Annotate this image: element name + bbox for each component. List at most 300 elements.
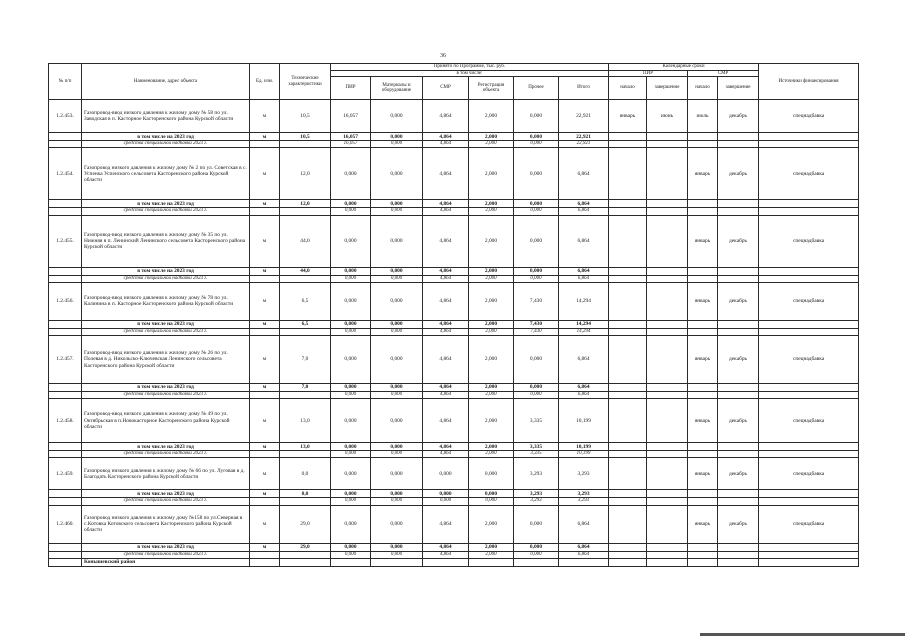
subtotal-row: [49, 384, 859, 392]
source-other: 3,335: [514, 451, 559, 458]
header-smr-end: завершение: [718, 77, 759, 100]
subtotal-empty: [49, 543, 82, 551]
subtotal-empty: [49, 490, 82, 498]
header-incl: в том числе:: [331, 70, 609, 77]
source-empty: [280, 392, 331, 399]
source-empty: [718, 451, 759, 458]
subtotal-registration: 2,000: [469, 320, 514, 328]
subtotal-smr: 4,864: [423, 200, 469, 208]
subtotal-empty: [688, 320, 718, 328]
object-number: 1.2.454.: [49, 148, 82, 200]
subtotal-smr: 4,864: [423, 384, 469, 392]
object-unit: м: [250, 399, 280, 443]
subtotal-materials: 0,000: [371, 200, 423, 208]
object-smr: 4,864: [423, 336, 469, 384]
header-pir-end: завершение: [647, 77, 688, 100]
object-source: спецнадбавка: [759, 148, 859, 200]
source-empty: [759, 141, 859, 148]
object-smr: 4,864: [423, 282, 469, 320]
subtotal-registration: 2,000: [469, 443, 514, 451]
subtotal-registration: 2,000: [469, 543, 514, 551]
object-pir: 0,000: [331, 505, 371, 543]
source-empty: [688, 141, 718, 148]
funding-source-row: [49, 141, 859, 148]
subtotal-empty: [688, 200, 718, 208]
object-total: 6,864: [559, 215, 609, 267]
source-empty: [647, 328, 688, 335]
object-source: спецнадбавка: [759, 100, 859, 133]
source-empty: [647, 275, 688, 282]
header-cal-pir: ПИР: [609, 70, 688, 77]
subtotal-row: [49, 443, 859, 451]
source-empty: [609, 141, 647, 148]
object-total: 3,293: [559, 458, 609, 490]
source-registration: 2,000: [469, 328, 514, 335]
region-empty: [514, 558, 559, 566]
object-total: 14,294: [559, 282, 609, 320]
object-pir-end: [647, 505, 688, 543]
object-total: 10,199: [559, 399, 609, 443]
object-number: 1.2.457.: [49, 336, 82, 384]
subtotal-total: 6,864: [559, 384, 609, 392]
subtotal-materials: 0,000: [371, 133, 423, 141]
funding-source-row: [49, 275, 859, 282]
object-pir: 0,000: [331, 215, 371, 267]
source-registration: 2,000: [469, 451, 514, 458]
object-total: 6,864: [559, 148, 609, 200]
object-row: [49, 399, 859, 443]
subtotal-other: 0,000: [514, 384, 559, 392]
source-empty: [688, 451, 718, 458]
subtotal-label: в том числе на 2023 год: [82, 200, 250, 208]
subtotal-other: 3,335: [514, 443, 559, 451]
source-pir: 16,057: [331, 141, 371, 148]
subtotal-other: 3,293: [514, 490, 559, 498]
subtotal-other: 0,000: [514, 133, 559, 141]
object-other: 0,000: [514, 505, 559, 543]
object-tech: 13,0: [280, 399, 331, 443]
object-smr: 4,864: [423, 505, 469, 543]
subtotal-empty: [759, 200, 859, 208]
subtotal-tech: 13,0: [280, 443, 331, 451]
subtotal-smr: 4,864: [423, 443, 469, 451]
subtotal-unit: м: [250, 443, 280, 451]
source-empty: [49, 208, 82, 215]
subtotal-registration: 2,000: [469, 200, 514, 208]
subtotal-tech: 7,0: [280, 384, 331, 392]
region-empty: [647, 558, 688, 566]
source-label: средства специальной надбавки 2023 г.: [82, 141, 250, 148]
region-empty: [280, 558, 331, 566]
object-tech: 12,0: [280, 148, 331, 200]
subtotal-empty: [718, 543, 759, 551]
object-source: спецнадбавка: [759, 215, 859, 267]
subtotal-tech: 6,5: [280, 320, 331, 328]
source-registration: 2,000: [469, 208, 514, 215]
source-total: 10,199: [559, 451, 609, 458]
object-pir-end: [647, 215, 688, 267]
source-materials: 0,000: [371, 328, 423, 335]
region-empty: [423, 558, 469, 566]
object-smr: 4,864: [423, 215, 469, 267]
source-total: 22,921: [559, 141, 609, 148]
header-tech: Технические характеристики: [280, 64, 331, 100]
region-empty: [759, 558, 859, 566]
source-pir: 0,000: [331, 275, 371, 282]
region-empty: [718, 558, 759, 566]
subtotal-label: в том числе на 2023 год: [82, 543, 250, 551]
object-smr-start: январь: [688, 215, 718, 267]
subtotal-empty: [647, 267, 688, 275]
subtotal-other: 0,000: [514, 200, 559, 208]
source-materials: 0,000: [371, 498, 423, 505]
object-other: 3,293: [514, 458, 559, 490]
header-other: Прочее: [514, 77, 559, 100]
object-name: Газопровод-ввод низкого давления к жилому дому № 78 по ул. Калинина в п. Касторное Касторенского района Курской области: [82, 282, 250, 320]
object-unit: м: [250, 282, 280, 320]
source-empty: [688, 328, 718, 335]
object-name: Газопровод-ввод низкого давления к жилому дому № 35 по ул. Нижняя в п. Ленинский Ленинского сельсовета Касторенского района Курской области: [82, 215, 250, 267]
object-number: 1.2.455.: [49, 215, 82, 267]
source-empty: [647, 392, 688, 399]
object-other: 7,430: [514, 282, 559, 320]
subtotal-empty: [49, 384, 82, 392]
source-empty: [49, 328, 82, 335]
funding-source-row: [49, 328, 859, 335]
header-program: Принято по Программе, тыс. руб.: [331, 64, 609, 71]
object-source: спецнадбавка: [759, 282, 859, 320]
subtotal-materials: 0,000: [371, 320, 423, 328]
program-table: [48, 63, 859, 567]
source-empty: [688, 498, 718, 505]
object-smr: 4,864: [423, 100, 469, 133]
object-unit: м: [250, 148, 280, 200]
object-materials: 0,000: [371, 336, 423, 384]
subtotal-total: 22,921: [559, 133, 609, 141]
source-pir: 0,000: [331, 392, 371, 399]
source-label: средства специальной надбавки 2023 г.: [82, 498, 250, 505]
object-materials: 0,000: [371, 458, 423, 490]
funding-source-row: [49, 208, 859, 215]
object-row: [49, 336, 859, 384]
subtotal-smr: 4,864: [423, 133, 469, 141]
subtotal-empty: [688, 384, 718, 392]
source-empty: [49, 392, 82, 399]
object-smr: 4,864: [423, 148, 469, 200]
subtotal-materials: 0,000: [371, 490, 423, 498]
subtotal-materials: 0,000: [371, 543, 423, 551]
subtotal-empty: [609, 133, 647, 141]
source-registration: 2,000: [469, 551, 514, 558]
object-registration: 2,000: [469, 282, 514, 320]
region-empty: [331, 558, 371, 566]
source-empty: [250, 451, 280, 458]
object-pir-start: [609, 215, 647, 267]
source-materials: 0,000: [371, 208, 423, 215]
subtotal-empty: [759, 490, 859, 498]
subtotal-empty: [647, 490, 688, 498]
source-empty: [718, 498, 759, 505]
subtotal-empty: [609, 384, 647, 392]
object-unit: м: [250, 336, 280, 384]
source-empty: [688, 208, 718, 215]
funding-source-row: [49, 498, 859, 505]
subtotal-empty: [609, 490, 647, 498]
object-name: Газопровод-ввод низкого давления к жилому дому № 58 по ул. Заводская в п. Касторное Касторенского района Курской области: [82, 100, 250, 133]
object-tech: 10,5: [280, 100, 331, 133]
subtotal-pir: 16,057: [331, 133, 371, 141]
subtotal-empty: [759, 320, 859, 328]
object-other: 0,000: [514, 148, 559, 200]
source-smr: 4,864: [423, 392, 469, 399]
source-empty: [609, 275, 647, 282]
funding-source-row: [49, 392, 859, 399]
subtotal-empty: [759, 133, 859, 141]
object-pir-end: [647, 148, 688, 200]
source-materials: 0,000: [371, 392, 423, 399]
source-empty: [49, 498, 82, 505]
subtotal-empty: [718, 443, 759, 451]
source-empty: [759, 275, 859, 282]
object-number: 1.2.453.: [49, 100, 82, 133]
object-row: [49, 100, 859, 133]
object-tech: 29,0: [280, 505, 331, 543]
source-empty: [280, 551, 331, 558]
source-empty: [609, 392, 647, 399]
subtotal-label: в том числе на 2023 год: [82, 384, 250, 392]
subtotal-tech: 10,5: [280, 133, 331, 141]
object-total: 6,864: [559, 336, 609, 384]
source-other: 0,000: [514, 141, 559, 148]
subtotal-other: 7,430: [514, 320, 559, 328]
object-smr-end: декабрь: [718, 336, 759, 384]
object-pir-end: [647, 399, 688, 443]
object-pir-start: [609, 505, 647, 543]
subtotal-total: 3,293: [559, 490, 609, 498]
subtotal-row: [49, 543, 859, 551]
source-empty: [718, 392, 759, 399]
source-label: средства специальной надбавки 2023 г.: [82, 551, 250, 558]
subtotal-smr: 4,864: [423, 543, 469, 551]
object-registration: 2,000: [469, 505, 514, 543]
subtotal-pir: 0,000: [331, 320, 371, 328]
subtotal-tech: 0,0: [280, 490, 331, 498]
source-smr: 4,864: [423, 551, 469, 558]
scan-edge: [700, 633, 905, 636]
object-smr-start: январь: [688, 282, 718, 320]
header-cal-smr: СМР: [688, 70, 759, 77]
source-empty: [49, 275, 82, 282]
object-pir-start: январь: [609, 100, 647, 133]
object-number: 1.2.459.: [49, 458, 82, 490]
source-smr: 4,864: [423, 208, 469, 215]
object-unit: м: [250, 505, 280, 543]
source-empty: [250, 498, 280, 505]
subtotal-unit: м: [250, 267, 280, 275]
object-materials: 0,000: [371, 282, 423, 320]
object-smr-end: декабрь: [718, 100, 759, 133]
object-smr: 4,864: [423, 399, 469, 443]
subtotal-pir: 0,000: [331, 267, 371, 275]
source-empty: [688, 551, 718, 558]
subtotal-pir: 0,000: [331, 384, 371, 392]
object-source: спецнадбавка: [759, 505, 859, 543]
source-registration: 2,000: [469, 275, 514, 282]
subtotal-label: в том числе на 2023 год: [82, 267, 250, 275]
subtotal-pir: 0,000: [331, 490, 371, 498]
object-number: 1.2.460.: [49, 505, 82, 543]
subtotal-row: [49, 133, 859, 141]
object-pir: 0,000: [331, 399, 371, 443]
subtotal-empty: [609, 543, 647, 551]
subtotal-tech: 12,0: [280, 200, 331, 208]
source-empty: [647, 451, 688, 458]
source-empty: [759, 208, 859, 215]
source-empty: [609, 208, 647, 215]
object-smr-end: декабрь: [718, 458, 759, 490]
subtotal-empty: [688, 543, 718, 551]
region-empty: [688, 558, 718, 566]
header-pir: ПИР: [331, 77, 371, 100]
source-smr: 4,864: [423, 451, 469, 458]
source-label: средства специальной надбавки 2023 г.: [82, 392, 250, 399]
source-registration: 2,000: [469, 392, 514, 399]
subtotal-empty: [49, 443, 82, 451]
subtotal-pir: 0,000: [331, 443, 371, 451]
header-calendar: Календарные сроки: [609, 64, 759, 71]
source-empty: [250, 141, 280, 148]
subtotal-empty: [49, 320, 82, 328]
object-pir: 0,000: [331, 458, 371, 490]
subtotal-registration: 2,000: [469, 267, 514, 275]
header-smr: СМР: [423, 77, 469, 100]
subtotal-tech: 44,0: [280, 267, 331, 275]
subtotal-empty: [49, 133, 82, 141]
source-total: 3,293: [559, 498, 609, 505]
header-name: Наименование, адрес объекта: [82, 64, 250, 100]
source-empty: [718, 275, 759, 282]
object-name: Газопровод-ввод низкого давления к жилому дому № 26 по ул. Полевая в д. Никольско-Ключевская Ленинского сельсовета Касторенского района Курской области: [82, 336, 250, 384]
object-name: Газопровод низкого давления к жилому дому №158 по ул.Северная в с.Котовка Котовского сельсовета Касторенского района Курской области: [82, 505, 250, 543]
object-smr: 0,000: [423, 458, 469, 490]
source-pir: 0,000: [331, 551, 371, 558]
subtotal-empty: [647, 443, 688, 451]
object-smr-start: январь: [688, 336, 718, 384]
subtotal-empty: [609, 320, 647, 328]
object-pir-start: [609, 458, 647, 490]
source-empty: [280, 208, 331, 215]
object-name: Газопровод низкого давления к жилому дому № 66 по ул. Луговая в д. Благодать Касторенского района Курской области: [82, 458, 250, 490]
subtotal-empty: [647, 133, 688, 141]
object-pir: 0,000: [331, 336, 371, 384]
header-num: № п/п: [49, 64, 82, 100]
source-empty: [250, 328, 280, 335]
object-row: [49, 282, 859, 320]
source-empty: [718, 328, 759, 335]
header-total: Итого: [559, 77, 609, 100]
object-registration: 0,000: [469, 458, 514, 490]
source-empty: [759, 451, 859, 458]
subtotal-empty: [718, 200, 759, 208]
source-label: средства специальной надбавки 2023 г.: [82, 275, 250, 282]
region-empty: [469, 558, 514, 566]
object-pir-start: [609, 148, 647, 200]
source-empty: [250, 392, 280, 399]
subtotal-smr: 0,000: [423, 490, 469, 498]
object-pir: 0,000: [331, 148, 371, 200]
subtotal-unit: м: [250, 133, 280, 141]
object-pir-end: [647, 282, 688, 320]
source-empty: [280, 328, 331, 335]
region-empty: [559, 558, 609, 566]
subtotal-materials: 0,000: [371, 267, 423, 275]
subtotal-empty: [647, 543, 688, 551]
source-empty: [688, 392, 718, 399]
subtotal-unit: м: [250, 384, 280, 392]
object-source: спецнадбавка: [759, 458, 859, 490]
object-unit: м: [250, 215, 280, 267]
object-smr-start: январь: [688, 148, 718, 200]
source-label: средства специальной надбавки 2023 г.: [82, 328, 250, 335]
source-materials: 0,000: [371, 551, 423, 558]
object-pir-end: [647, 458, 688, 490]
object-pir-end: [647, 336, 688, 384]
source-label: средства специальной надбавки 2023 г.: [82, 208, 250, 215]
subtotal-label: в том числе на 2023 год: [82, 443, 250, 451]
object-source: спецнадбавка: [759, 399, 859, 443]
source-label: средства специальной надбавки 2023 г.: [82, 451, 250, 458]
subtotal-materials: 0,000: [371, 443, 423, 451]
source-empty: [759, 498, 859, 505]
source-materials: 0,000: [371, 275, 423, 282]
subtotal-empty: [759, 443, 859, 451]
source-other: 0,000: [514, 392, 559, 399]
object-total: 6,864: [559, 505, 609, 543]
region-row: [49, 558, 859, 566]
subtotal-total: 6,864: [559, 200, 609, 208]
source-empty: [759, 328, 859, 335]
header-registration: Регистрация объекта: [469, 77, 514, 100]
object-smr-end: декабрь: [718, 148, 759, 200]
header-unit: Ед. изм.: [250, 64, 280, 100]
source-other: 0,000: [514, 551, 559, 558]
subtotal-row: [49, 200, 859, 208]
subtotal-empty: [759, 384, 859, 392]
subtotal-total: 6,864: [559, 267, 609, 275]
object-registration: 2,000: [469, 148, 514, 200]
subtotal-label: в том числе на 2023 год: [82, 490, 250, 498]
funding-source-row: [49, 551, 859, 558]
object-smr-start: январь: [688, 458, 718, 490]
region-empty: [371, 558, 423, 566]
subtotal-empty: [718, 490, 759, 498]
object-pir-start: [609, 282, 647, 320]
object-materials: 0,000: [371, 399, 423, 443]
subtotal-empty: [647, 200, 688, 208]
source-smr: 4,864: [423, 141, 469, 148]
object-pir-start: [609, 336, 647, 384]
source-empty: [718, 208, 759, 215]
subtotal-row: [49, 267, 859, 275]
source-pir: 0,000: [331, 328, 371, 335]
object-number: 1.2.458.: [49, 399, 82, 443]
subtotal-smr: 4,864: [423, 320, 469, 328]
funding-source-row: [49, 451, 859, 458]
source-materials: 0,000: [371, 451, 423, 458]
object-tech: 44,0: [280, 215, 331, 267]
subtotal-empty: [718, 267, 759, 275]
table-header: [49, 64, 859, 100]
